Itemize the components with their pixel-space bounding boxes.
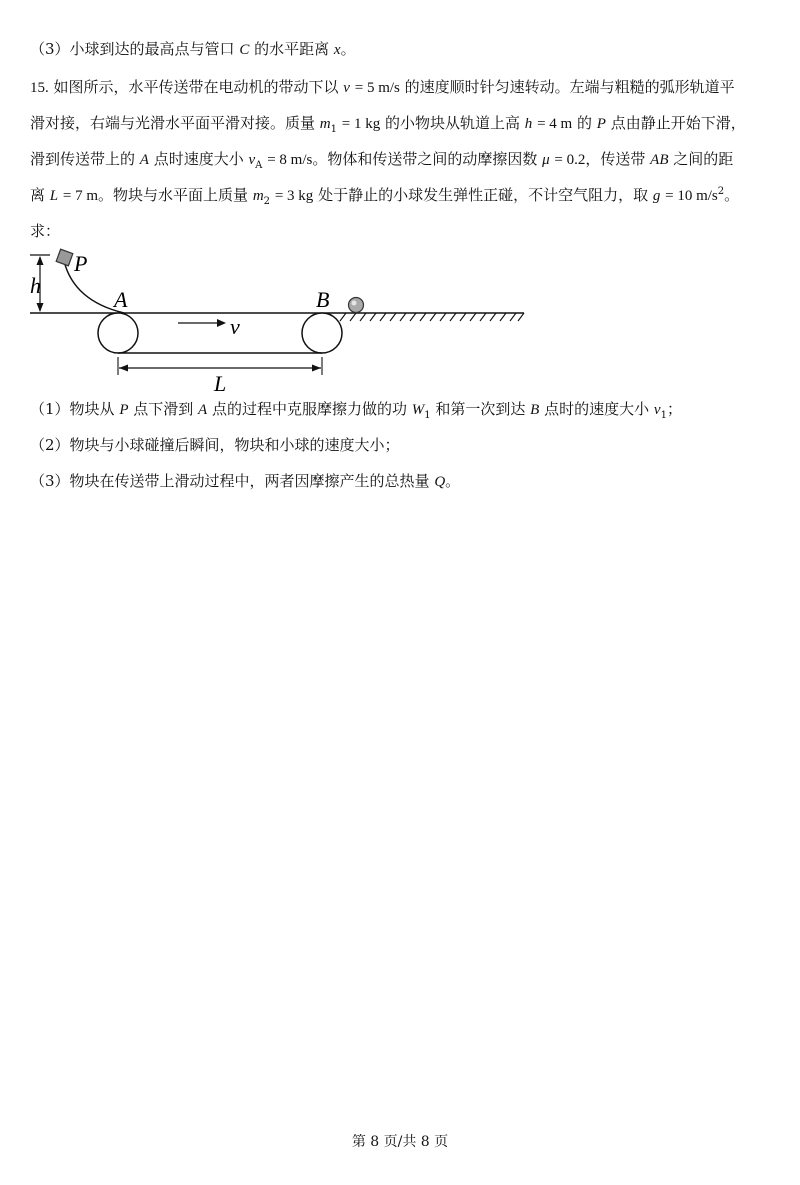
label-h: h xyxy=(30,273,41,298)
pulley-A xyxy=(98,313,138,353)
label-L: L xyxy=(214,371,227,396)
L-arrow-right xyxy=(312,365,321,372)
block-P xyxy=(56,249,73,266)
h-arrow-down xyxy=(37,303,44,312)
pulley-B xyxy=(302,313,342,353)
label-B: B xyxy=(316,287,330,312)
page-footer: 第 8 页/共 8 页 xyxy=(351,1134,449,1150)
h-arrow-up xyxy=(37,256,44,265)
q15-line5: 求： xyxy=(30,222,61,240)
q15-line2: 滑对接，右端与光滑水平面平滑对接。质量 $m_1 = 1$ kg 的小物块从轨道上高 h = 4 m 的 P 点由静止开始下滑， xyxy=(30,114,746,135)
q15-part2: （2）物块与小球碰撞后瞬间，物块和小球的速度大小； xyxy=(30,436,400,454)
q15-part1: （1）物块从 P 点下滑到 A 点的过程中克服摩擦力做的功 $W_1$ 和第一次到达 B 点时的速度大小 $v_1$； xyxy=(30,400,682,421)
label-A: A xyxy=(114,287,128,312)
ground-hatching xyxy=(340,313,524,321)
q15-part3: （3）物块在传送带上滑动过程中，两者因摩擦产生的总热量 Q。 xyxy=(30,472,461,490)
q15-line3: 滑到传送带上的 A 点时速度大小 $v_A = 8$ m/s。物体和传送带之间的动摩擦因数 μ = 0.2，传送带 AB 之间的距 xyxy=(30,150,734,171)
q15-line4: 离 L = 7 m。物块与水平面上质量 $m_2 = 3$ kg 处于静止的小球发生弹性正碰，不计空气阻力，取 g = 10 $m/s^2$。 xyxy=(30,186,740,207)
ball-highlight xyxy=(352,301,357,306)
velocity-arrow-head xyxy=(217,319,226,327)
label-P: P xyxy=(74,251,88,276)
q14-part3: （3）小球到达的最高点与管口 C 的水平距离 x。 xyxy=(30,40,356,58)
label-v: v xyxy=(230,314,240,339)
conveyor-belt-diagram xyxy=(28,247,528,397)
ball xyxy=(349,298,364,313)
L-arrow-left xyxy=(119,365,128,372)
q15-line1: 15. 如图所示，水平传送带在电动机的带动下以 v = 5 m/s 的速度顺时针匀速转动。左端与粗糙的弧形轨道平 xyxy=(30,78,735,96)
